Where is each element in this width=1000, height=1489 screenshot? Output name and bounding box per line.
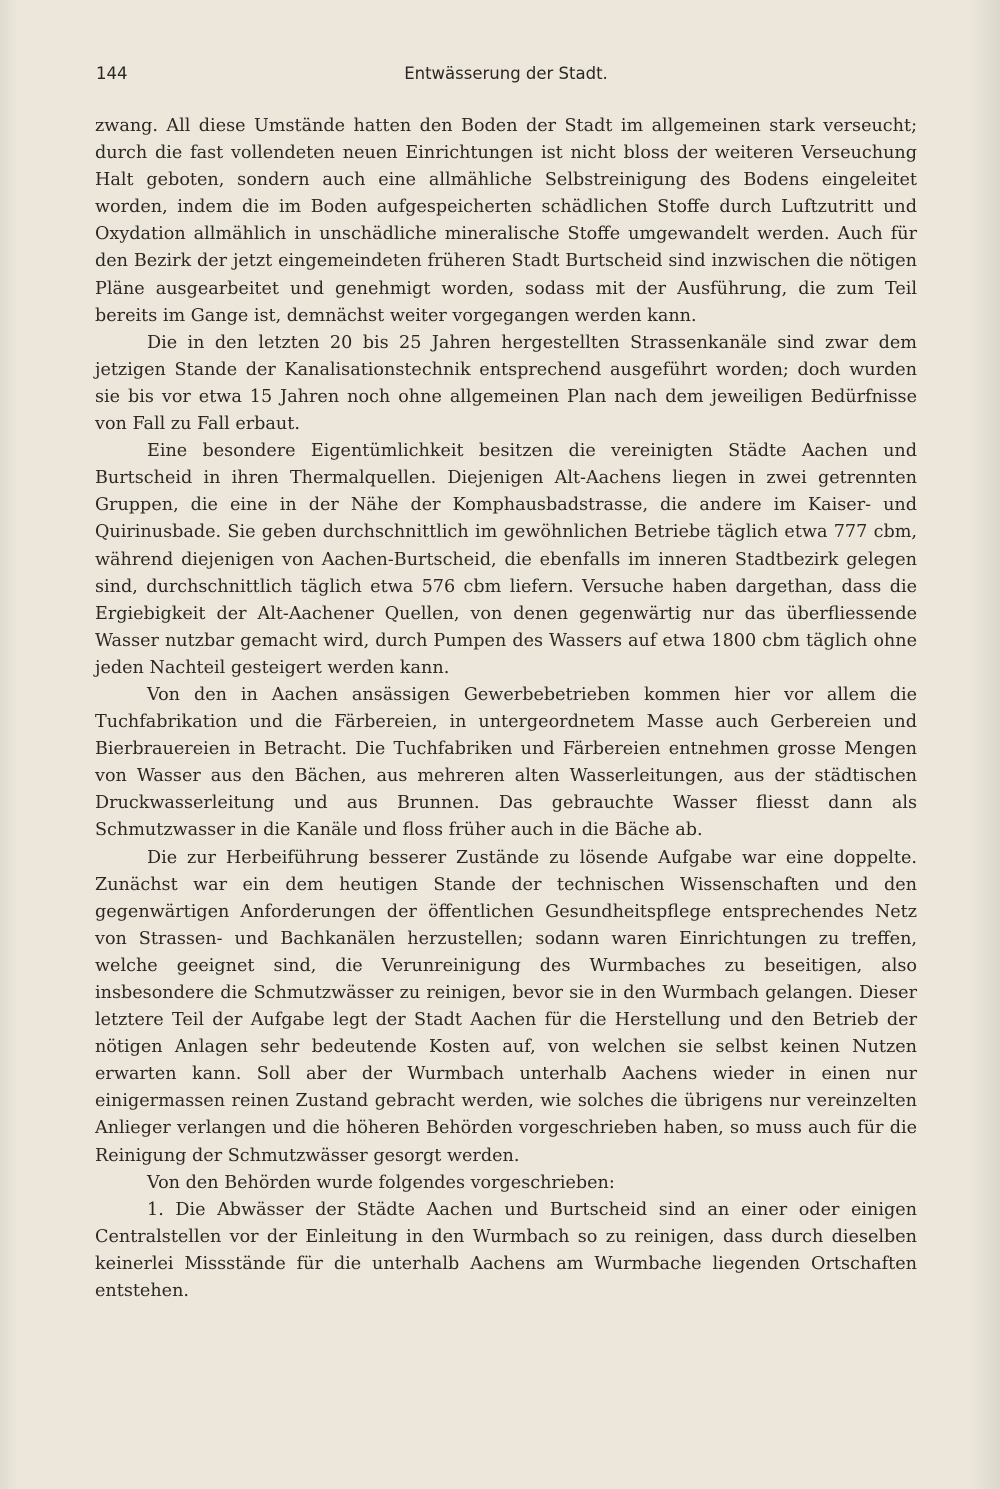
paragraph-industry: Von den in Aachen ansässigen Gewerbebetrieben kommen hier vor allem die Tuchfabrikation und die Färbereien, in untergeordnetem Masse auch Gerbereien und Bierbrauereien in Betracht. Die Tuchfabriken und Färbereien entnehmen grosse Mengen von Wasser aus den Bächen, aus mehreren alten Wasserleitungen, aus der städtischen Druckwasserleitung und aus Brunnen. Das gebrauchte Wasser fliesst dann als Schmutzwasser in die Kanäle und floss früher auch in die Bäche ab. <box>95 684 917 841</box>
paragraph-regulations-intro: Von den Behörden wurde folgendes vorgeschrieben: <box>147 1172 615 1193</box>
body-text <box>95 113 917 1305</box>
paragraph-task: Die zur Herbeiführung besserer Zustände zu lösende Aufgabe war eine doppelte. Zunächst war ein dem heutigen Stande der technischen Wissenschaften und den gegenwärtigen Anforderungen der öffentlichen Gesundheitspflege entsprechendes Netz von Strassen- und Bachkanälen herzustellen; sodann waren Einrichtungen zu treffen, welche geeignet sind, die Verunreinigung des Wurmbaches zu beseitigen, also insbesondere die Schmutzwässer zu reinigen, bevor sie in den Wurmbach gelangen. Dieser letztere Teil der Aufgabe legt der Stadt Aachen für die Herstellung und den Betrieb der nötigen Anlagen sehr bedeutende Kosten auf, von welchen sie selbst keinen Nutzen erwarten kann. Soll aber der Wurmbach unterhalb Aachens wieder in einen nur einigermassen reinen Zustand gebracht werden, wie solches die übrigens nur vereinzelten Anlieger verlangen und die höheren Behörden vorgeschrieben haben, so muss auch für die Reinigung der Schmutzwässer gesorgt werden. <box>95 847 917 1166</box>
page-number: 144 <box>96 64 128 83</box>
paragraph-regulation-1: 1. Die Abwässer der Städte Aachen und Burtscheid sind an einer oder einigen Centralstellen vor der Einleitung in den Wurmbach so zu reinigen, dass durch dieselben keinerlei Missstände für die unterhalb Aachens am Wurmbache liegenden Ortschaften entstehen. <box>95 1199 917 1302</box>
running-title: Entwässerung der Stadt. <box>404 64 608 83</box>
paragraph-thermal-springs: Eine besondere Eigentümlichkeit besitzen die vereinigten Städte Aachen und Burtscheid in ihren Thermalquellen. Diejenigen Alt-Aachens liegen in zwei getrennten Gruppen, die eine in der Nähe der Komphausbadstrasse, die andere im Kaiser- und Quirinusbade. Sie geben durchschnittlich im gewöhnlichen Betriebe täglich etwa 777 cbm, während diejenigen von Aachen-Burtscheid, die ebenfalls im inneren Stadtbezirk gelegen sind, durchschnittlich täglich etwa 576 cbm liefern. Versuche haben dargethan, dass die Ergiebigkeit der Alt-Aachener Quellen, von denen gegenwärtig nur das überfliessende Wasser nutzbar gemacht wird, durch Pumpen des Wassers auf etwa 1800 cbm täglich ohne jeden Nachteil gesteigert werden kann. <box>95 441 917 678</box>
paragraph-street-sewers: Die in den letzten 20 bis 25 Jahren hergestellten Strassenkanäle sind zwar dem jetzigen Stande der Kanalisationstechnik entsprechend ausgeführt worden; doch wurden sie bis vor etwa 15 Jahren noch ohne allgemeinen Plan nach dem jeweiligen Bedürfnisse von Fall zu Fall erbaut. <box>95 332 917 435</box>
paragraph-continuation: zwang. All diese Umstände hatten den Boden der Stadt im allgemeinen stark verseucht; durch die fast vollendeten neuen Einrichtungen ist nicht bloss der weiteren Verseuchung Halt geboten, sondern auch eine allmähliche Selbstreinigung des Bodens eingeleitet worden, indem die im Boden aufgespeicherten schädlichen Stoffe durch Luftzutritt und Oxydation allmählich in unschädliche mineralische Stoffe umgewandelt werden. Auch für den Bezirk der jetzt eingemeindeten früheren Stadt Burtscheid sind inzwischen die nötigen Pläne ausgearbeitet und genehmigt worden, sodass mit der Ausführung, die zum Teil bereits im Gange ist, demnächst weiter vorgegangen werden kann. <box>95 116 917 326</box>
running-header <box>96 60 916 88</box>
